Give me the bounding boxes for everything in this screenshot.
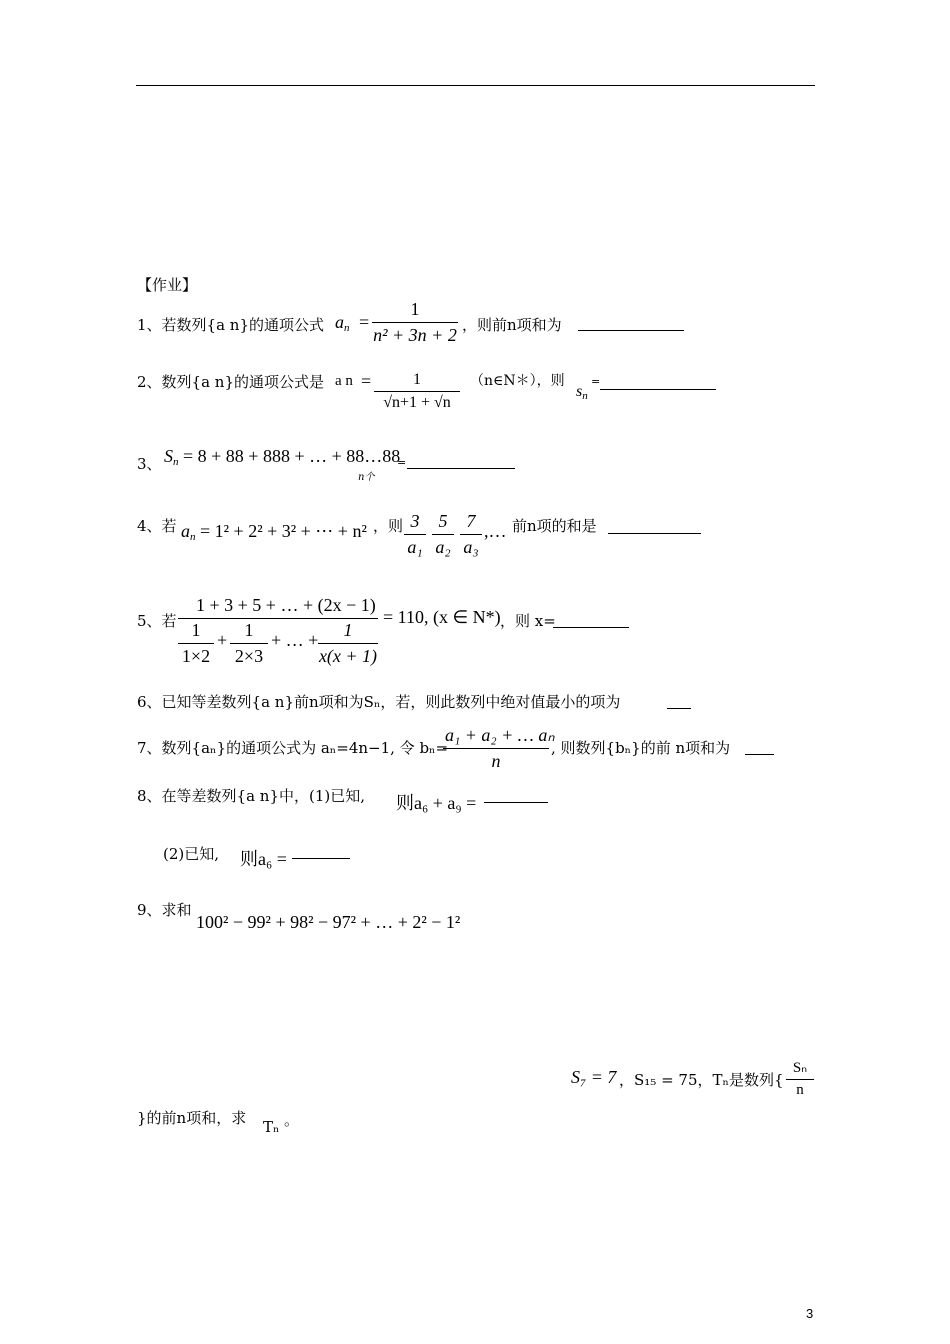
q8-line1: 8、在等差数列{a n}中，(1)已知, (137, 787, 366, 805)
q2-condition: （n∈N＊），则 (470, 373, 565, 389)
q5-rhs: = 110, (x ∈ N*) (383, 607, 501, 627)
q10-s15: ，S₁₅ = 75，Tₙ是数列{ (619, 1071, 784, 1089)
q4-fraction-3: $\frac{7}{\text{a₃}}$ (460, 511, 482, 558)
q2-s: $s_n$ (576, 383, 588, 402)
q4-prefix: 4、若 (137, 517, 177, 535)
q1-lhs: $a_n$ (335, 312, 350, 334)
q9-prefix: 9、求和 (137, 901, 192, 919)
q3-prefix: 3、 (137, 455, 162, 473)
q7-suffix: , 则数列{bₙ}的前 n项和为 (551, 739, 731, 757)
q10-line2: }的前n项和，求 (137, 1109, 247, 1127)
q1-answer-blank (578, 330, 684, 331)
q5-prefix: 5、若 (137, 612, 177, 630)
q5-fraction-bar (178, 618, 378, 619)
q4-fraction-2: $\frac{5}{\text{a₂}}$ (432, 511, 454, 558)
q1-suffix: ，则前n项和为 (462, 316, 562, 334)
q3-answer-blank (407, 468, 515, 469)
q2-s-eq: = (591, 375, 601, 388)
q9-expression: 100² − 99² + 98² − 97² + … + 2² − 1² (196, 912, 461, 932)
q8-expr2: 则a₆ = (240, 849, 287, 869)
q1-eq: = (359, 312, 370, 332)
q4-mid: ，则 (373, 517, 404, 535)
q3-eq: = (397, 456, 407, 469)
q2-answer-blank (600, 389, 716, 390)
q3-under-label: n个 (358, 472, 375, 483)
q10-fraction: $\frac{\text{Sₙ}}{n}$ (786, 1058, 814, 1099)
q4-expression: $a_n = 1^2 + 2^2 + 3^2$ + ⋯ + n² (181, 521, 367, 543)
q10-end: 。 (284, 1111, 300, 1129)
q7-answer-blank (745, 754, 774, 755)
q4-tail: ,… (484, 521, 507, 541)
q8-answer-blank-2 (292, 858, 350, 859)
q7-prefix: 7、数列{aₙ}的通项公式为 aₙ=4n−1, 令 bₙ= (137, 739, 449, 757)
q5-den-fraction-3: $\frac{1}{x(x + 1)}$ (318, 620, 378, 666)
q7-fraction: $\frac{\text{a₁ + a₂ + … aₙ}}{n}$ (445, 725, 555, 771)
q8-answer-blank-1 (484, 802, 548, 803)
q4-suffix: 前n项的和是 (512, 517, 597, 535)
q1-fraction: $\frac{1}{\text{n² + 3n + 2}}$ (373, 299, 457, 345)
section-title: 【作业】 (137, 276, 198, 294)
q2-prefix: 2、数列{a n}的通项公式是 (137, 373, 325, 391)
q5-den-mid: + … + (271, 630, 319, 650)
q5-suffix: ，则 x= (500, 612, 556, 630)
q10-s7: S₇ = 7 (571, 1067, 617, 1087)
page-number: 3 (806, 1306, 814, 1321)
q5-den-fraction-1: $\frac{1}{1\times 2}$ (178, 620, 214, 667)
q3-expression: $S_n = 8 + 88 + 888$ + … + 88…88 (164, 446, 401, 468)
header-rule (136, 85, 815, 86)
q5-den-fraction-2: $\frac{1}{2\times 3}$ (230, 620, 268, 667)
q5-answer-blank (553, 627, 629, 628)
q4-answer-blank (608, 533, 701, 534)
q8-expr1: 则a₆ + a₉ = (396, 793, 477, 813)
q6-text: 6、已知等差数列{a n}前n项和为Sₙ，若，则此数列中绝对值最小的项为 (137, 693, 621, 711)
q10-tn: Tₙ (263, 1118, 280, 1136)
q1-prefix: 1、若数列{a n}的通项公式 (137, 316, 325, 334)
q8-line2: (2)已知, (163, 845, 220, 863)
q2-eq: = (361, 371, 372, 391)
q2-fraction: $\frac{1}{√n+1 + √n}$ (374, 371, 460, 412)
q5-plus: + (217, 630, 228, 650)
q6-answer-blank (667, 708, 691, 709)
q5-numerator: 1 + 3 + 5 + … + (2x − 1) (196, 595, 376, 615)
q2-lhs: a n (335, 373, 353, 389)
q4-fraction-1: $\frac{3}{\text{a₁}}$ (404, 511, 426, 558)
